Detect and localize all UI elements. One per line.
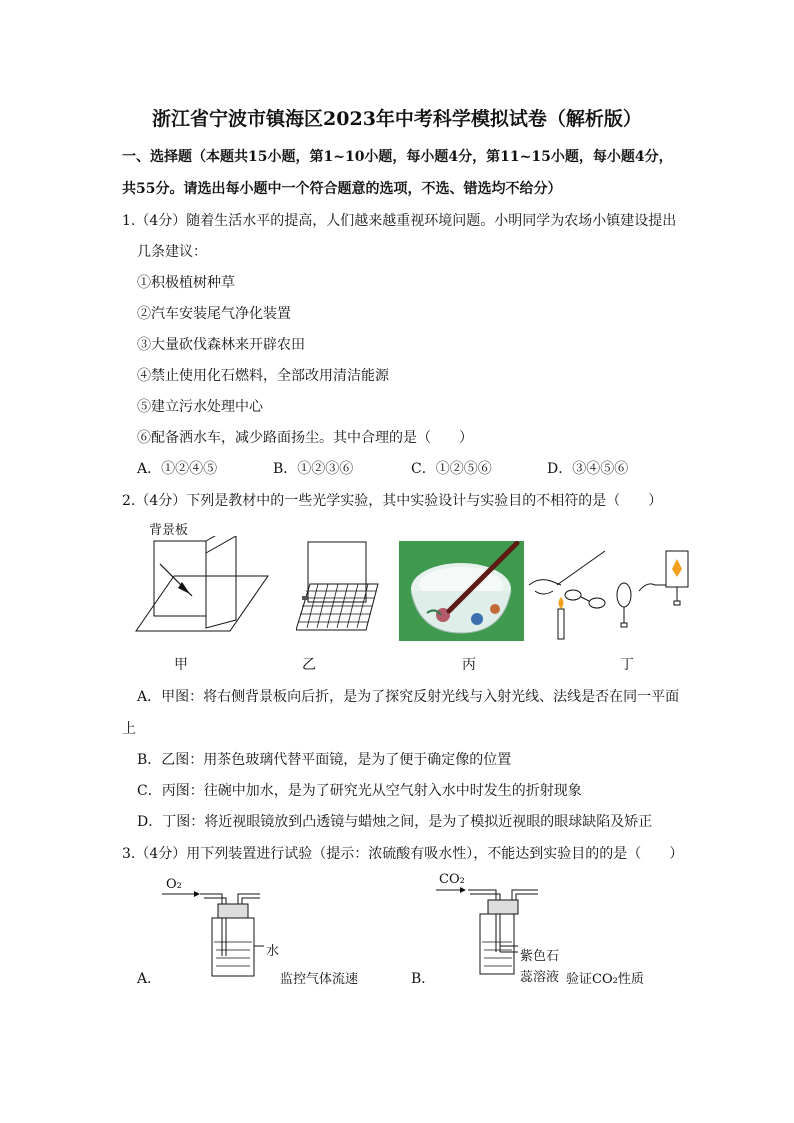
figure-jia-reflection-apparatus: [134, 536, 274, 636]
figure-caption-yi: 乙: [302, 657, 316, 673]
q2-option-a-line1: A．甲图：将右侧背景板向后折，是为了探究反射光线与入射光线、法线是否在同一平面: [137, 689, 680, 705]
q3b-purpose: 验证CO₂性质: [566, 972, 644, 987]
section-heading-line2: 共55分。请选出每小题中一个符合题意的选项，不选、错选均不给分）: [122, 181, 562, 197]
figure-ding-lens-experiment: [527, 545, 697, 645]
figure-label-background-board: 背景板: [149, 523, 189, 538]
figure-bing-bowl-photo: [399, 541, 524, 641]
q2-option-a-line2: 上: [122, 721, 136, 737]
q3-stem: 3.（4分）用下列装置进行试验（提示：浓硫酸有吸水性），不能达到实验目的的是（ ）: [122, 846, 684, 862]
figure-caption-ding: 丁: [620, 657, 634, 673]
q3b-option-letter: B．: [411, 971, 436, 987]
q1-item-3: ③大量砍伐森林来开辟农田: [137, 337, 305, 353]
figure-caption-bing: 丙: [462, 657, 476, 673]
q3a-purpose: 监控气体流速: [280, 972, 359, 987]
q2-stem: 2.（4分）下列是教材中的一些光学实验，其中实验设计与实验目的不相符的是（ ）: [122, 493, 663, 509]
q1-item-5: ⑤建立污水处理中心: [137, 399, 263, 415]
q3a-liquid-label: 水: [266, 944, 280, 959]
section-heading-line1: 一、选择题（本题共15小题，第1~10小题，每小题4分，第11~15小题，每小题4分，: [122, 149, 673, 165]
q1-option-a: A．①②④⑤: [137, 461, 218, 477]
q1-option-c: C．①②⑤⑥: [411, 461, 492, 477]
q1-item-6: ⑥配备洒水车，减少路面扬尘。其中合理的是（ ）: [137, 430, 473, 446]
q1-option-b: B．①②③⑥: [273, 461, 354, 477]
q3a-gas-washing-bottle: [160, 888, 280, 984]
q3b-liquid-label-line2: 蕊溶液: [520, 970, 560, 985]
q2-option-b: B．乙图：用茶色玻璃代替平面镜，是为了便于确定像的位置: [137, 752, 512, 768]
figure-yi-glass-grid-apparatus: [296, 540, 386, 635]
grid-lines: [298, 584, 376, 628]
q2-option-c: C．丙图：往碗中加水，是为了研究光从空气射入水中时发生的折射现象: [137, 783, 582, 799]
q3b-gas-label: CO₂: [439, 872, 465, 887]
q3a-option-letter: A．: [137, 971, 162, 987]
q1-option-d: D．③④⑤⑥: [547, 461, 629, 477]
q3a-gas-label: O₂: [166, 877, 182, 892]
q2-option-d: D．丁图：将近视眼镜放到凸透镜与蜡烛之间，是为了模拟近视眼的眼球缺陷及矫正: [137, 814, 653, 830]
q1-stem-line1: 1.（4分）随着生活水平的提高，人们越来越重视环境问题。小明同学为农场小镇建设提出: [122, 213, 677, 229]
q1-item-1: ①积极植树种草: [137, 275, 235, 291]
q1-item-2: ②汽车安装尾气净化装置: [137, 306, 291, 322]
q1-item-4: ④禁止使用化石燃料，全部改用清洁能源: [137, 368, 389, 384]
figure-caption-jia: 甲: [174, 657, 188, 673]
page-title: 浙江省宁波市镇海区2023年中考科学模拟试卷（解析版）: [152, 108, 642, 130]
q3b-liquid-label-line1: 紫色石: [520, 949, 560, 964]
q1-stem-line2: 几条建议：: [137, 244, 207, 260]
